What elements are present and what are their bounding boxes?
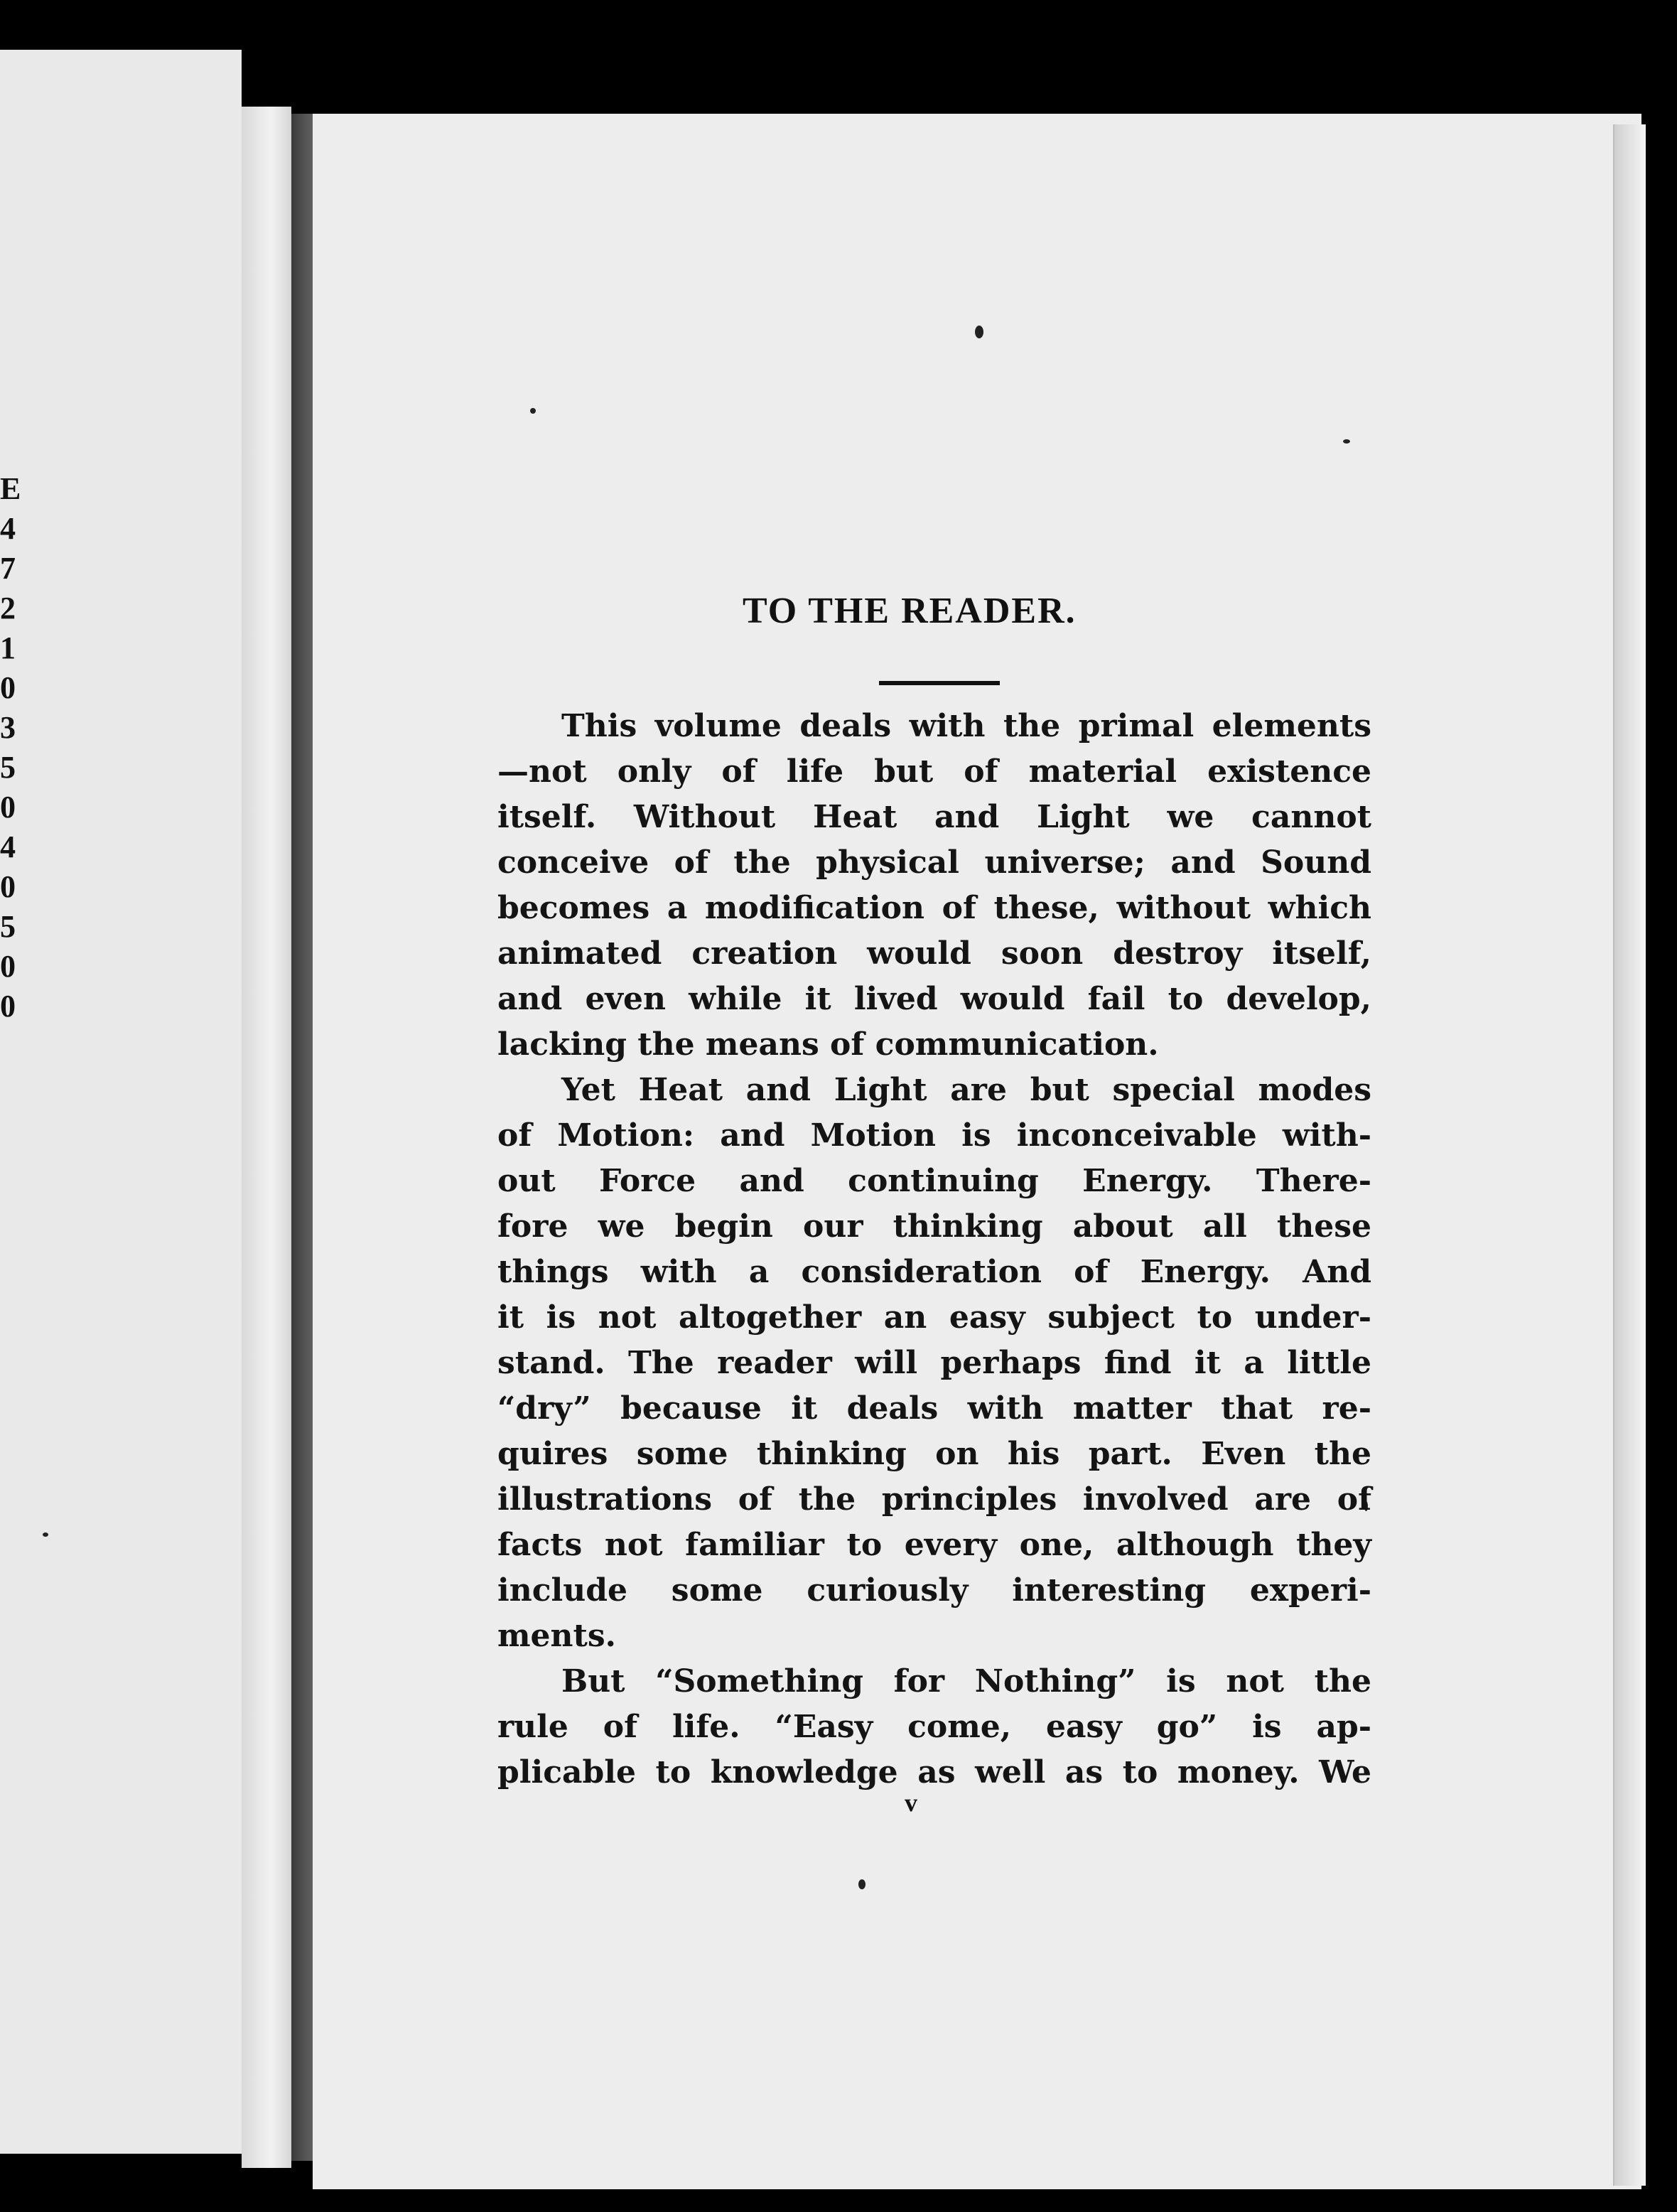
paragraph (497, 704, 1371, 1068)
edge-character: E (0, 471, 21, 506)
body-text (497, 704, 1371, 1795)
text-line: plicable to knowledge as well as to money. We (497, 1754, 1371, 1790)
text-line: itself. Without Heat and Light we cannot (497, 799, 1371, 835)
edge-character: 0 (0, 670, 16, 705)
text-line: lacking the means of communication. (497, 1026, 1159, 1063)
text-line: things with a consideration of Energy. And (497, 1254, 1371, 1290)
paragraph (497, 1659, 1371, 1795)
text-line: —not only of life but of material existence (497, 753, 1371, 790)
scan-speck (858, 1879, 866, 1889)
text-line: rule of life. “Easy come, easy go” is ap- (497, 1709, 1371, 1745)
edge-character: 2 (0, 591, 16, 626)
text-line: fore we begin our thinking about all these (497, 1208, 1371, 1245)
scan-speck (975, 326, 983, 338)
text-line: and even while it lived would fail to develop, (497, 981, 1371, 1017)
edge-character: 1 (0, 630, 16, 665)
page-number: v (905, 1788, 917, 1817)
text-line: it is not altogether an easy subject to under- (497, 1299, 1371, 1336)
spine-gutter-light (242, 107, 291, 2168)
text-line: ments. (497, 1618, 616, 1654)
text-line: becomes a modification of these, without which (497, 890, 1371, 926)
edge-character: 0 (0, 989, 16, 1024)
text-line: include some curiously interesting experi- (497, 1572, 1371, 1609)
text-line: illustrations of the principles involved are of (497, 1481, 1371, 1518)
text-line: quires some thinking on his part. Even the (497, 1436, 1371, 1472)
text-line: of Motion: and Motion is inconceivable with- (497, 1117, 1371, 1154)
text-line: animated creation would soon destroy itself, (497, 935, 1371, 972)
edge-character: 4 (0, 830, 16, 864)
text-line: facts not familiar to every one, although they (497, 1527, 1371, 1563)
previous-page-edge-characters (0, 469, 21, 1026)
text-line: Yet Heat and Light are but special modes (561, 1072, 1371, 1108)
edge-character: 0 (0, 869, 16, 904)
edge-character: 0 (0, 790, 16, 825)
edge-character: 7 (0, 551, 16, 586)
scan-speck (1343, 439, 1350, 444)
text-line: stand. The reader will perhaps find it a little (497, 1345, 1371, 1381)
page-right-edge (1613, 124, 1646, 2186)
edge-character: 5 (0, 909, 16, 944)
text-line: “dry” because it deals with matter that re- (497, 1390, 1371, 1427)
text-line: out Force and continuing Energy. There- (497, 1163, 1371, 1199)
text-line: This volume deals with the primal elements (561, 708, 1371, 744)
paragraph (497, 1068, 1371, 1659)
scan-speck (43, 1532, 48, 1537)
heading-rule (879, 681, 1000, 685)
text-line: conceive of the physical universe; and Sound (497, 844, 1371, 881)
edge-character: 5 (0, 750, 16, 785)
previous-page-strip (0, 50, 242, 2154)
scan-speck (530, 408, 536, 414)
edge-character: 4 (0, 511, 16, 546)
text-line: But “Something for Nothing” is not the (561, 1663, 1371, 1700)
page-heading: TO THE READER. (743, 591, 1077, 631)
edge-character: 0 (0, 949, 16, 984)
edge-character: 3 (0, 710, 16, 745)
